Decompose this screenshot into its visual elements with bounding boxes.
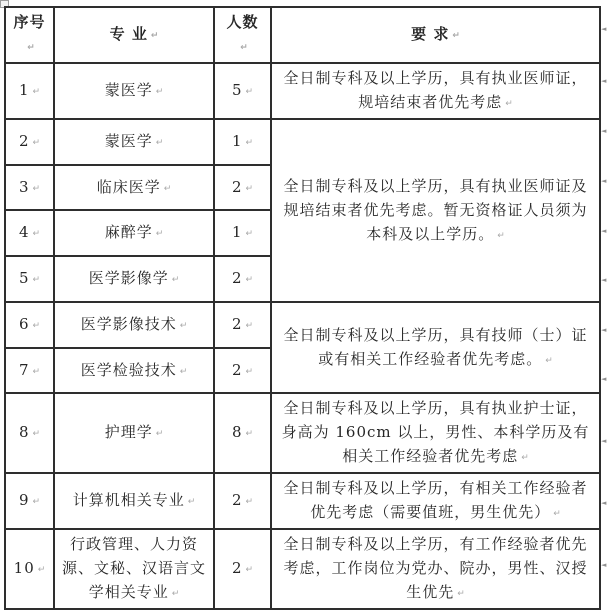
end-of-cell-mark-icon: ↵ xyxy=(521,453,529,463)
end-of-cell-mark-icon: ↵ xyxy=(155,138,164,148)
end-of-cell-mark-icon: ↵ xyxy=(245,497,254,507)
cell-major: 蒙医学 ↵ xyxy=(54,119,214,165)
cell-major: 蒙医学 ↵ xyxy=(54,63,214,119)
cell-count: 2 ↵ xyxy=(214,473,271,529)
end-of-cell-mark-icon: ↵ xyxy=(171,589,180,599)
end-of-cell-mark-icon: ↵ xyxy=(155,87,164,97)
cell-no: 5 ↵ xyxy=(5,256,54,302)
cell-requirement: 全日制专科及以上学历，具有执业医师证，规培结束者优先考虑 ↵ xyxy=(271,63,600,119)
cell-count: 1 ↵ xyxy=(214,210,271,256)
end-of-row-mark-icon: ◄ xyxy=(601,25,607,33)
cell-no: 1 ↵ xyxy=(5,63,54,119)
end-of-cell-mark-icon: ↵ xyxy=(457,589,465,599)
end-of-row-mark-icon: ◄ xyxy=(601,326,607,334)
end-of-row-mark-icon: ◄ xyxy=(601,561,607,569)
cell-major: 医学影像学 ↵ xyxy=(54,256,214,302)
end-of-row-mark-icon: ◄ xyxy=(601,499,607,507)
col-header-requirement xyxy=(271,7,600,63)
cell-major: 医学影像技术 ↵ xyxy=(54,302,214,348)
cell-major: 麻醉学 ↵ xyxy=(54,210,214,256)
cell-requirement-merged-2-5: 全日制专科及以上学历，具有执业医师证及规培结束者优先考虑。暂无资格证人员须为本科及以上学历。 ↵ xyxy=(271,119,600,302)
header-label: 专 业 xyxy=(109,25,148,43)
cell-major: 护理学 ↵ xyxy=(54,393,214,473)
cell-no: 3 ↵ xyxy=(5,165,54,210)
table-row xyxy=(5,302,600,348)
table-row xyxy=(5,529,600,609)
end-of-cell-mark-icon: ↵ xyxy=(179,366,188,377)
end-of-cell-mark-icon: ↵ xyxy=(32,366,41,377)
end-of-cell-mark-icon: ↵ xyxy=(245,87,254,97)
end-of-row-mark-icon: ◄ xyxy=(601,227,607,235)
header-label: 序号 xyxy=(13,13,46,31)
end-of-cell-mark-icon: ↵ xyxy=(155,229,164,239)
cell-requirement-merged-6-7: 全日制专科及以上学历，具有技师（士）证或有相关工作经验者优先考虑。 ↵ xyxy=(271,302,600,393)
cell-count: 2 ↵ xyxy=(214,165,271,210)
col-header-count xyxy=(214,7,271,63)
end-of-cell-mark-icon: ↵ xyxy=(37,565,46,575)
cell-count: 2 ↵ xyxy=(214,256,271,302)
table-row xyxy=(5,63,600,119)
cell-no: 2 ↵ xyxy=(5,119,54,165)
header-label: 要 求 xyxy=(411,25,450,43)
end-of-cell-mark-icon: ↵ xyxy=(32,497,41,507)
cell-no: 9 ↵ xyxy=(5,473,54,529)
end-of-cell-mark-icon: ↵ xyxy=(32,429,41,439)
end-of-cell-mark-icon: ↵ xyxy=(32,275,41,285)
end-of-cell-mark-icon: ↵ xyxy=(163,183,172,194)
end-of-row-mark-icon: ◄ xyxy=(601,437,607,445)
end-of-cell-mark-icon: ↵ xyxy=(179,321,188,331)
table-row xyxy=(5,119,600,165)
end-of-cell-mark-icon: ↵ xyxy=(32,229,41,239)
table-row xyxy=(5,473,600,529)
header-row xyxy=(5,7,600,63)
header-label: 人数 xyxy=(226,13,259,31)
cell-count: 1 ↵ xyxy=(214,119,271,165)
end-of-cell-mark-icon: ↵ xyxy=(245,229,254,239)
end-of-cell-mark-icon: ↵ xyxy=(32,321,41,331)
cell-major: 行政管理、人力资源、文秘、汉语言文学相关专业 ↵ xyxy=(54,529,214,609)
cell-count: 2 ↵ xyxy=(214,348,271,393)
end-of-cell-mark-icon: ↵ xyxy=(553,509,561,519)
end-of-cell-mark-icon: ↵ xyxy=(245,321,254,331)
cell-requirement: 全日制专科及以上学历，有相关工作经验者优先考虑（需要值班，男生优先） ↵ xyxy=(271,473,600,529)
end-of-cell-mark-icon: ↵ xyxy=(452,31,460,41)
end-of-row-mark-icon: ◄ xyxy=(601,177,607,185)
col-header-major xyxy=(54,7,214,63)
cell-no: 4 ↵ xyxy=(5,210,54,256)
table-row xyxy=(5,393,600,473)
end-of-cell-mark-icon: ↵ xyxy=(545,355,553,366)
end-of-cell-mark-icon: ↵ xyxy=(245,565,254,575)
end-of-row-mark-icon: ◄ xyxy=(601,276,607,284)
end-of-row-mark-icon: ◄ xyxy=(601,375,607,383)
end-of-cell-mark-icon: ↵ xyxy=(240,43,248,53)
end-of-cell-mark-icon: ↵ xyxy=(32,87,41,97)
end-of-cell-mark-icon: ↵ xyxy=(505,99,513,109)
end-of-cell-mark-icon: ↵ xyxy=(27,43,35,53)
end-of-cell-mark-icon: ↵ xyxy=(497,230,505,241)
end-of-cell-mark-icon: ↵ xyxy=(245,366,254,377)
cell-major: 医学检验技术 ↵ xyxy=(54,348,214,393)
end-of-cell-mark-icon: ↵ xyxy=(245,138,254,148)
cell-no: 8 ↵ xyxy=(5,393,54,473)
cell-count: 8 ↵ xyxy=(214,393,271,473)
end-of-cell-mark-icon: ↵ xyxy=(187,497,196,507)
cell-requirement: 全日制专科及以上学历，有工作经验者优先考虑，工作岗位为党办、院办，男性、汉授生优先 ↵ xyxy=(271,529,600,609)
end-of-cell-mark-icon: ↵ xyxy=(32,183,41,194)
end-of-row-mark-icon: ◄ xyxy=(601,127,607,135)
cell-major: 临床医学 ↵ xyxy=(54,165,214,210)
col-header-no xyxy=(5,7,54,63)
end-of-cell-mark-icon: ↵ xyxy=(245,429,254,439)
end-of-cell-mark-icon: ↵ xyxy=(150,31,159,41)
recruitment-table xyxy=(4,6,601,610)
cell-no: 7 ↵ xyxy=(5,348,54,393)
end-of-cell-mark-icon: ↵ xyxy=(245,275,254,285)
cell-count: 5 ↵ xyxy=(214,63,271,119)
end-of-cell-mark-icon: ↵ xyxy=(171,275,180,285)
cell-requirement: 全日制专科及以上学历，具有执业护士证，身高为 160cm 以上，男性、本科学历及有相关工作经验者优先考虑 ↵ xyxy=(271,393,600,473)
cell-major: 计算机相关专业 ↵ xyxy=(54,473,214,529)
cell-count: 2 ↵ xyxy=(214,529,271,609)
end-of-cell-mark-icon: ↵ xyxy=(245,183,254,194)
cell-count: 2 ↵ xyxy=(214,302,271,348)
end-of-cell-mark-icon: ↵ xyxy=(155,429,164,439)
end-of-cell-mark-icon: ↵ xyxy=(32,138,41,148)
end-of-row-mark-icon: ◄ xyxy=(601,77,607,85)
cell-no: 6 ↵ xyxy=(5,302,54,348)
cell-no: 10 ↵ xyxy=(5,529,54,609)
